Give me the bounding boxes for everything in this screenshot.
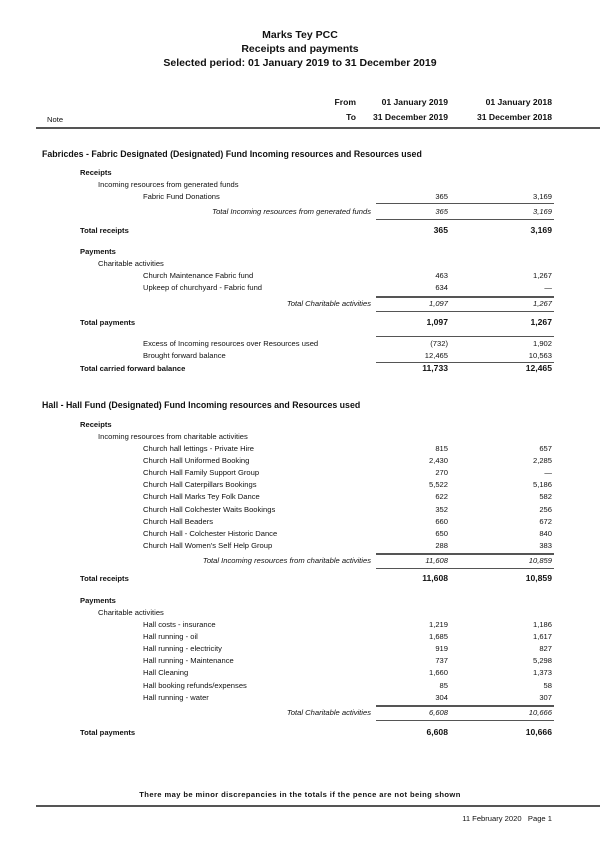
row-prior: 3,169: [532, 192, 552, 201]
row-label: Church Hall Caterpillars Bookings: [143, 480, 257, 490]
row-label: Church Hall Marks Tey Folk Dance: [143, 492, 260, 502]
row-prior: 256: [539, 504, 552, 514]
row-prior: 827: [539, 644, 552, 654]
hall-total-receipts-current: 11,608: [422, 573, 448, 583]
row-prior: 1,267: [532, 271, 552, 280]
row-label: Hall Cleaning: [143, 668, 189, 678]
row-prior: —: [544, 283, 552, 292]
fabric-carried-forward-current: 11,733: [422, 363, 448, 373]
fabric-total-payments-label: Total payments: [80, 318, 136, 327]
row-current: 1,660: [428, 668, 448, 678]
hall-total-payments-prior: 10,666: [525, 727, 552, 737]
subtotal-rule: [376, 203, 554, 204]
fabric-payments-subtotal-label: Total Charitable activities: [286, 299, 371, 308]
row-prior: —: [544, 468, 552, 478]
row-current: 352: [435, 504, 448, 514]
fabric-excess-current: (732): [430, 339, 448, 348]
subtotal-rule: [376, 568, 554, 569]
fabric-receipts-heading: Receipts: [80, 168, 112, 177]
row-label: Hall running - Maintenance: [143, 656, 234, 666]
row-prior: 1,373: [532, 668, 552, 678]
row-label: Hall booking refunds/expenses: [143, 680, 247, 690]
row-prior: 1,617: [532, 632, 552, 642]
row-prior: 2,285: [532, 456, 552, 466]
row-label: Church Hall Women's Self Help Group: [143, 540, 273, 550]
row-label: Hall running - electricity: [143, 644, 222, 654]
row-current: 85: [439, 680, 448, 690]
row-label: Fabric Fund Donations: [143, 192, 220, 201]
fabric-payments-subtotal-prior: 1,267: [532, 299, 552, 308]
pence-disclaimer: There may be minor discrepancies in the totals if the pence are not being shown: [139, 790, 461, 799]
row-current: 634: [435, 283, 448, 292]
fabric-brought-forward-label: Brought forward balance: [143, 351, 226, 360]
row-current: 650: [435, 528, 448, 538]
row-label: Upkeep of churchyard - Fabric fund: [143, 283, 263, 292]
prior-to-date: 31 December 2018: [476, 112, 552, 122]
row-label: Church Hall Family Support Group: [143, 468, 260, 478]
hall-section-title: Hall - Hall Fund (Designated) Fund Incoming resources and Resources used: [42, 400, 361, 410]
from-label: From: [334, 97, 356, 107]
prior-from-date: 01 January 2018: [485, 97, 552, 107]
hall-receipts-subtotal-current: 11,608: [425, 556, 448, 565]
report-period: Selected period: 01 January 2019 to 31 December 2019: [163, 57, 437, 69]
row-prior: 5,186: [532, 480, 552, 490]
row-prior: 383: [539, 540, 552, 550]
fabric-excess-label: Excess of Incoming resources over Resources used: [143, 339, 319, 348]
fabric-brought-forward-current: 12,465: [424, 351, 448, 360]
to-label: To: [346, 112, 356, 122]
subtotal-rule: [376, 553, 554, 555]
organisation-name: Marks Tey PCC: [262, 29, 338, 41]
footer-divider: [36, 805, 600, 807]
fabric-total-payments-prior: 1,267: [530, 317, 552, 327]
row-prior: 1,186: [532, 620, 552, 629]
row-current: 288: [435, 540, 448, 550]
fabric-section-title: Fabricdes - Fabric Designated (Designated) Fund Incoming resources and Resources used: [42, 149, 422, 159]
row-label: Hall costs - insurance: [143, 620, 216, 629]
hall-payments-subtotal-prior: 10,666: [528, 708, 552, 717]
row-label: Church Hall - Colchester Historic Dance: [143, 528, 278, 538]
subtotal-rule: [376, 705, 554, 707]
row-label: Hall running - water: [143, 692, 209, 702]
row-current: 737: [435, 656, 448, 666]
fabric-total-receipts-prior: 3,169: [530, 225, 552, 235]
row-label: Church Maintenance Fabric fund: [143, 271, 254, 280]
row-label: Church hall lettings - Private Hire: [143, 444, 254, 453]
hall-payments-subtotal-label: Total Charitable activities: [286, 708, 371, 717]
hall-payments-heading: Payments: [80, 596, 116, 605]
row-prior: 58: [543, 680, 552, 690]
hall-receipts-subtotal-label: Total Incoming resources from charitable activities: [202, 556, 371, 565]
hall-total-receipts-prior: 10,859: [525, 573, 552, 583]
hall-receipts-heading: Receipts: [80, 420, 112, 429]
fabric-total-payments-current: 1,097: [426, 317, 448, 327]
fabric-payments-heading: Payments: [80, 247, 116, 256]
row-current: 1,219: [428, 620, 448, 629]
fabric-total-receipts-current: 365: [433, 225, 448, 235]
row-label: Church Hall Beaders: [143, 516, 214, 526]
subtotal-rule: [376, 296, 554, 298]
page-number: Page 1: [527, 814, 552, 823]
subtotal-rule: [376, 720, 554, 721]
row-current: 660: [435, 516, 448, 526]
row-current: 815: [435, 444, 448, 453]
row-label: Hall running - oil: [143, 632, 198, 642]
fabric-brought-forward-prior: 10,563: [528, 351, 552, 360]
fabric-payments-group: Charitable activities: [98, 259, 164, 268]
footer-date-page: [462, 814, 552, 823]
row-current: 270: [435, 468, 448, 478]
hall-total-payments-label: Total payments: [80, 728, 136, 737]
row-prior: 582: [539, 492, 552, 502]
fabric-carried-forward-label: Total carried forward balance: [80, 364, 186, 373]
fabric-excess-prior: 1,902: [532, 339, 552, 348]
subtotal-rule: [376, 219, 554, 220]
hall-payments-subtotal-current: 6,608: [428, 708, 448, 717]
row-prior: 672: [539, 516, 552, 526]
report-title: Receipts and payments: [241, 43, 359, 55]
fabric-receipts-subtotal-current: 365: [435, 207, 448, 216]
row-prior: 657: [539, 444, 552, 453]
row-prior: 840: [539, 528, 552, 538]
hall-payments-group: Charitable activities: [98, 608, 164, 617]
current-from-date: 01 January 2019: [381, 97, 448, 107]
note-column-label: Note: [47, 115, 64, 124]
row-current: 919: [435, 644, 448, 654]
hall-receipts-group: Incoming resources from charitable activities: [98, 432, 248, 441]
row-label: Church Hall Uniformed Booking: [143, 456, 250, 466]
hall-total-payments-current: 6,608: [426, 727, 448, 737]
header-divider: [36, 127, 600, 129]
row-current: 1,685: [428, 632, 448, 642]
fabric-payments-subtotal-current: 1,097: [428, 299, 448, 308]
subtotal-rule: [376, 311, 554, 312]
hall-receipts-subtotal-prior: 10,859: [528, 556, 552, 565]
row-current: 365: [435, 192, 448, 201]
row-label: Church Hall Colchester Waits Bookings: [143, 504, 276, 514]
row-current: 463: [435, 271, 448, 280]
row-prior: 5,298: [532, 656, 552, 666]
current-to-date: 31 December 2019: [372, 112, 448, 122]
row-prior: 307: [539, 692, 552, 702]
fabric-receipts-group: Incoming resources from generated funds: [98, 180, 239, 189]
print-date: 11 February 2020: [462, 814, 522, 823]
hall-total-receipts-label: Total receipts: [80, 574, 129, 583]
fabric-total-receipts-label: Total receipts: [80, 226, 129, 235]
fabric-receipts-subtotal-prior: 3,169: [532, 207, 552, 216]
row-current: 2,430: [428, 456, 448, 466]
balance-rule: [376, 336, 554, 337]
fabric-carried-forward-prior: 12,465: [525, 363, 552, 373]
row-current: 304: [435, 692, 448, 702]
fabric-receipts-subtotal-label: Total Incoming resources from generated funds: [212, 207, 371, 216]
row-current: 5,522: [428, 480, 448, 490]
row-current: 622: [435, 492, 448, 502]
